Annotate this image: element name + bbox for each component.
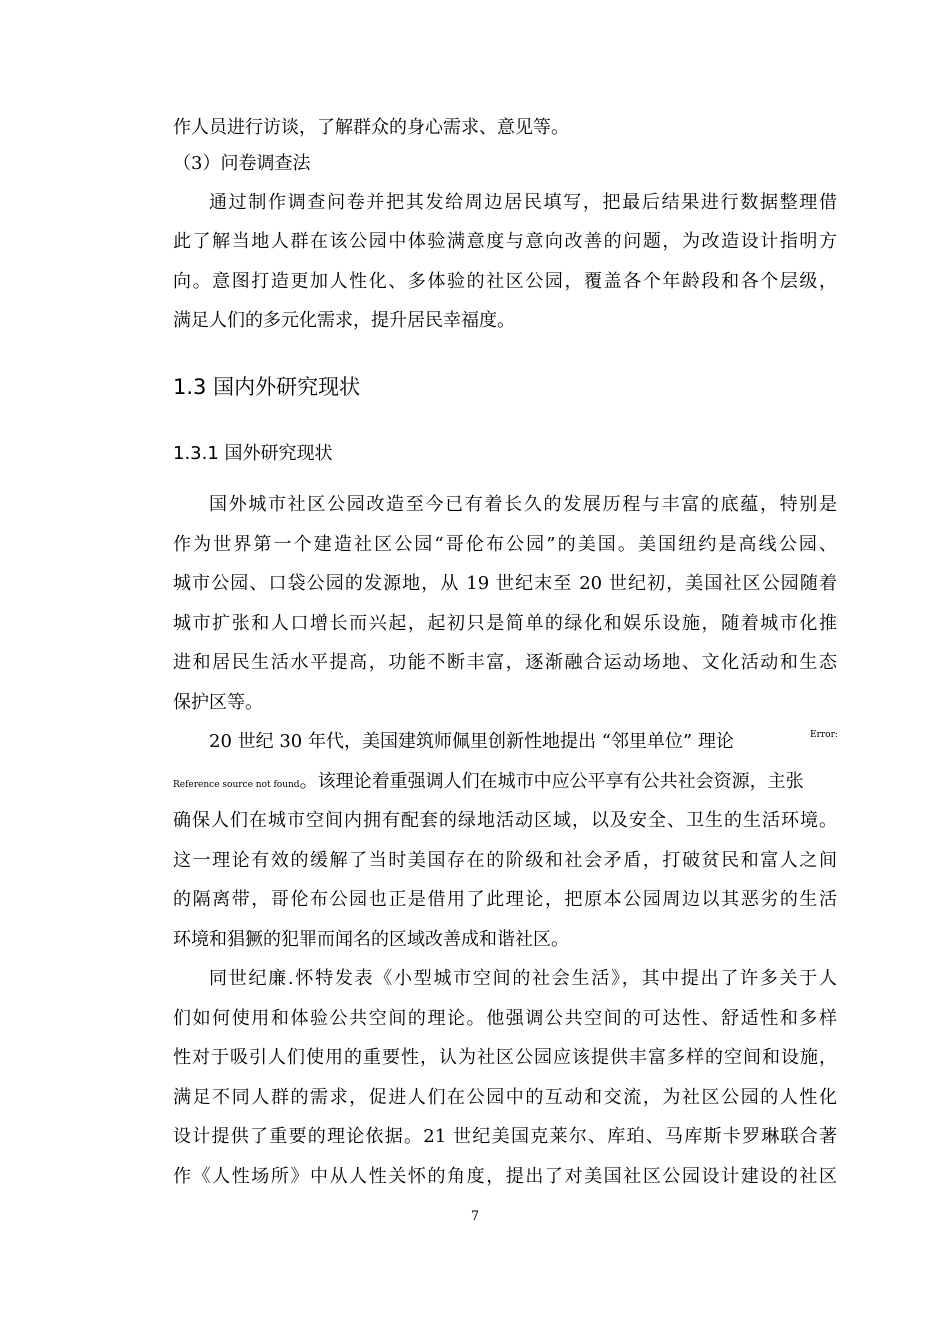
- body-line: 20 世纪 30 年代，美国建筑师佩里创新性地提出 “邻里单位” 理论: [209, 731, 734, 752]
- section-heading: 1.3 国内外研究现状: [173, 375, 361, 399]
- reference-error-text: Error:: [810, 730, 838, 740]
- body-line: 们如何使用和体验公共空间的理论。他强调公共空间的可达性、舒适性和多样: [173, 1008, 837, 1029]
- body-line: 作为世界第一个建造社区公园“哥伦布公园”的美国。美国纽约是高线公园、: [173, 534, 837, 555]
- body-line: 环境和猖獗的犯罪而闻名的区域改善成和谐社区。: [173, 929, 569, 950]
- body-line: 国外城市社区公园改造至今已有着长久的发展历程与丰富的底蕴，特别是: [209, 494, 837, 515]
- body-line: 作《人性场所》中从人性关怀的角度，提出了对美国社区公园设计建设的社区: [173, 1166, 837, 1187]
- method-heading: （3）问卷调查法: [173, 153, 311, 174]
- body-line: 作人员进行访谈，了解群众的身心需求、意见等。: [173, 117, 569, 138]
- body-line: 同世纪廉.怀特发表《小型城市空间的社会生活》，其中提出了许多关于人: [209, 968, 837, 989]
- page-number: 7: [470, 1209, 480, 1224]
- body-line: 此了解当地人群在该公园中体验满意度与意向改善的问题，为改造设计指明方: [173, 231, 837, 252]
- body-line: 城市扩张和人口增长而兴起，起初只是简单的绿化和娱乐设施，随着城市化推: [173, 613, 837, 634]
- body-line: 满足不同人群的需求，促进人们在公园中的互动和交流，为社区公园的人性化: [173, 1087, 837, 1108]
- body-line: [173, 767, 837, 797]
- body-line: 保护区等。: [173, 692, 263, 713]
- body-line: 满足人们的多元化需求，提升居民幸福度。: [173, 310, 515, 331]
- body-line: 进和居民生活水平提高，功能不断丰富，逐渐融合运动场地、文化活动和生态: [173, 652, 837, 673]
- body-line: 向。意图打造更加人性化、多体验的社区公园，覆盖各个年龄段和各个层级，: [173, 271, 837, 292]
- body-line: 这一理论有效的缓解了当时美国存在的阶级和社会矛盾，打破贫民和富人之间: [173, 850, 837, 871]
- body-line: 通过制作调查问卷并把其发给周边居民填写，把最后结果进行数据整理借: [209, 192, 837, 213]
- body-text: 。该理论着重强调人们在城市中应公平享有公共社会资源，主张: [299, 771, 804, 792]
- subsection-heading: 1.3.1 国外研究现状: [173, 443, 333, 464]
- reference-error-text: Reference source not found: [173, 780, 300, 790]
- body-line: 设计提供了重要的理论依据。21 世纪美国克莱尔、库珀、马库斯卡罗琳联合著: [173, 1126, 837, 1147]
- body-line: 的隔离带，哥伦布公园也正是借用了此理论，把原本公园周边以其恶劣的生活: [173, 889, 837, 910]
- body-line: 性对于吸引人们使用的重要性，认为社区公园应该提供丰富多样的空间和设施，: [173, 1047, 837, 1068]
- body-line: 确保人们在城市空间内拥有配套的绿地活动区域，以及安全、卫生的生活环境。: [173, 810, 837, 831]
- body-line: 城市公园、口袋公园的发源地，从 19 世纪末至 20 世纪初，美国社区公园随着: [173, 573, 837, 594]
